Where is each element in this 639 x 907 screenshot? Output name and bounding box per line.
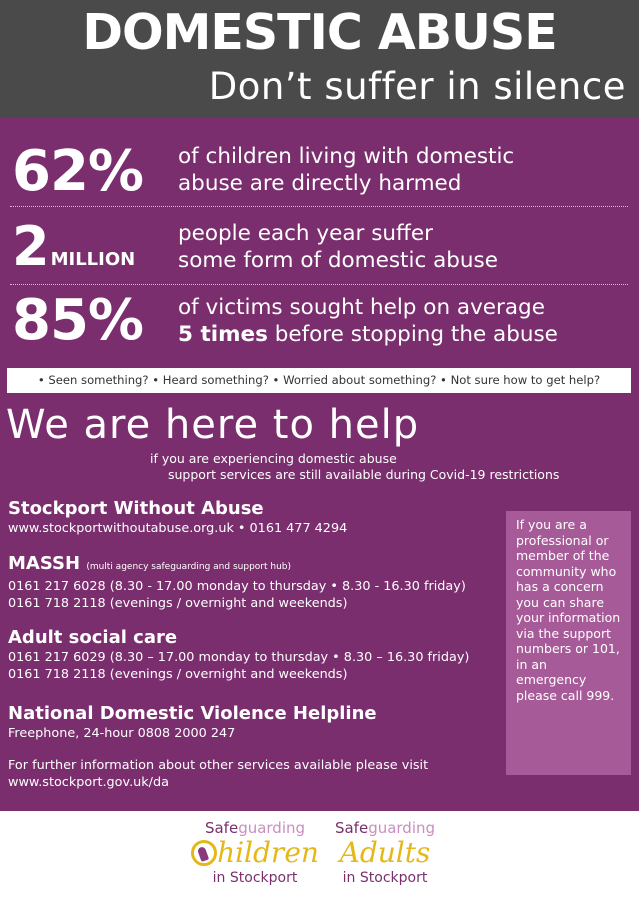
further-info-line: For further information about other services available please visit: [8, 758, 429, 773]
stat-line1: people each year suffer: [178, 221, 433, 246]
safeguarding-children-logo: [190, 819, 320, 887]
stat-text: [178, 294, 633, 348]
stat-line2: abuse are directly harmed: [178, 171, 462, 196]
logo-children: [190, 837, 320, 869]
service-contact[interactable]: www.stockportwithoutabuse.org.uk • 0161 477 4294: [8, 521, 348, 536]
service-name: National Domestic Violence Helpline: [8, 703, 377, 724]
help-heading: We are here to help: [6, 402, 420, 448]
service-contact[interactable]: 0161 718 2118 (evenings / overnight and weekends): [8, 596, 348, 611]
poster-subtitle: Don’t suffer in silence: [208, 65, 626, 108]
service-contact[interactable]: Freephone, 24-hour 0808 2000 247: [8, 726, 236, 741]
stat-text: [178, 220, 633, 274]
logo-place: in Stockport: [342, 870, 428, 886]
service-contact[interactable]: 0161 217 6029 (8.30 – 17.00 monday to thursday • 8.30 – 16.30 friday): [8, 650, 470, 665]
service-name: [8, 553, 508, 578]
stat-two-million: [0, 212, 639, 282]
safeguarding-adults-logo: [320, 819, 450, 887]
stat-line1: of children living with domestic: [178, 144, 515, 169]
service-contact[interactable]: 0161 718 2118 (evenings / overnight and weekends): [8, 667, 348, 682]
help-sub-line2: support services are still available during Covid-19 restrictions: [168, 467, 560, 482]
service-national-helpline: [8, 703, 508, 742]
stat-figure: 62%: [12, 139, 144, 204]
professional-info-box: If you are a professional or member of the community who has a concern you can share your information via the support numbers or 101, in an emergency please call 999.: [506, 511, 631, 775]
help-subheading: [150, 451, 630, 483]
service-note: (multi agency safeguarding and support hub): [86, 562, 292, 572]
logo-safeguarding: [320, 819, 450, 837]
stat-figure: [12, 215, 136, 289]
logo-safe: Safe: [204, 819, 239, 837]
logo-guarding: guarding: [238, 819, 306, 837]
prompt-bar: • Seen something? • Heard something? • Worried about something? • Not sure how to get help?: [7, 368, 631, 393]
logo-place: in Stockport: [212, 870, 298, 886]
divider: [10, 206, 628, 207]
stat-emphasis: 5 times: [178, 322, 268, 347]
service-stockport-without-abuse: [8, 498, 508, 537]
further-info: [8, 757, 498, 791]
stat-line2-rest: before stopping the abuse: [267, 322, 558, 347]
stat-unit: MILLION: [50, 249, 136, 270]
child-figure-icon: [191, 840, 217, 866]
poster-title: DOMESTIC ABUSE: [82, 4, 557, 61]
service-name: Adult social care: [8, 627, 178, 648]
stat-children-harmed: [0, 136, 639, 206]
service-name: Stockport Without Abuse: [8, 498, 264, 519]
logo-safe: Safe: [334, 819, 369, 837]
stat-text: [178, 143, 633, 197]
logo-adults: Adults: [339, 836, 431, 869]
service-title: MASSH: [8, 553, 81, 574]
logo-word: hildren: [217, 836, 319, 869]
stat-victims-sought-help: [0, 289, 639, 359]
logo-safeguarding: [190, 819, 320, 837]
service-massh: [8, 553, 508, 612]
stat-line2: [178, 321, 633, 348]
service-adult-social-care: [8, 627, 508, 683]
further-info-link[interactable]: www.stockport.gov.uk/da: [8, 775, 169, 790]
stat-figure: 85%: [12, 288, 144, 353]
header-band: [0, 0, 639, 118]
stat-line1: of victims sought help on average: [178, 295, 545, 320]
divider: [10, 284, 628, 285]
stat-line2: some form of domestic abuse: [178, 248, 498, 273]
service-contact[interactable]: 0161 217 6028 (8.30 - 17.00 monday to thursday • 8.30 - 16.30 friday): [8, 579, 466, 594]
logo-strip: [0, 811, 639, 907]
stat-number: 2: [12, 215, 50, 278]
logo-guarding: guarding: [368, 819, 436, 837]
help-sub-line1: if you are experiencing domestic abuse: [150, 451, 397, 466]
